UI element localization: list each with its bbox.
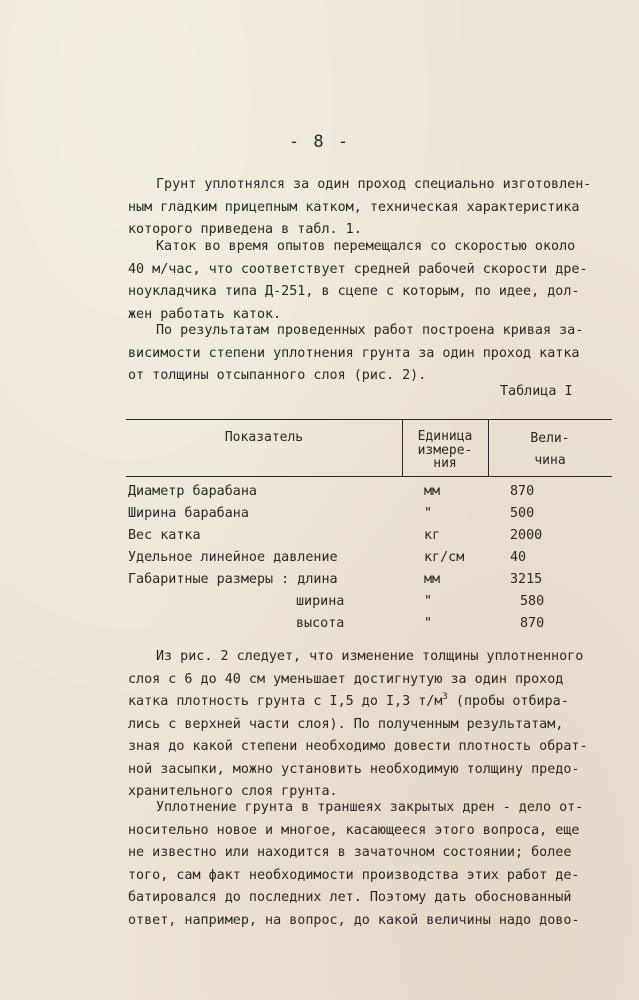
text-line: слоя с 6 до 40 см уменьшает достигнутую за один проход [128, 671, 564, 687]
text-line: того, сам факт необходимости производства этих работ де- [128, 867, 580, 883]
text-segment: сь с верхней части слоя). По полученным результатам, [144, 716, 564, 732]
text-segment: (пробы отбира- [447, 694, 569, 709]
paragraph-1 [128, 174, 613, 242]
text-line: которого приведена в табл. 1. [128, 222, 362, 237]
row-unit: кг/см [424, 550, 465, 565]
table-row [0, 572, 639, 594]
row-name: ширина [296, 594, 345, 609]
table-label: Таблица I [500, 384, 573, 399]
text-line: ноукладчика типа Д-251, в сцепе с которым, по идее, дол- [128, 284, 580, 299]
text-line: от толщины отсыпанного слоя (рис. 2). [128, 368, 427, 383]
table-row [0, 616, 639, 638]
row-name: Диаметр барабана [128, 484, 257, 499]
page-number: - 8 - [288, 132, 351, 152]
row-unit: " [424, 594, 433, 609]
text-segment: катка плотность грунта с I,5 до I,3 т/м [128, 694, 443, 709]
text-line: Из рис. 2 следует, что изменение толщины уплотненного [156, 649, 584, 664]
row-value: 500 [510, 506, 535, 521]
text-line: Каток во время опытов перемещался со скоростью около [156, 239, 576, 254]
row-name: Габаритные размеры : длина [128, 572, 338, 587]
text-line: ным гладким прицепным катком, техническая характеристика [128, 199, 580, 215]
header-line: измере- [417, 442, 473, 458]
text-line: Уплотнение грунта в траншеях закрытых дрен - дело от- [156, 800, 584, 815]
table-header-value [488, 428, 612, 472]
table-header-unit [402, 430, 488, 471]
superscript: 3 [442, 692, 448, 702]
text-line: носительно новое и многое, касающееся этого вопроса, еще [128, 822, 580, 838]
row-value: 40 [510, 550, 527, 565]
text-line: батировался до последних лет. Поэтому дать обоснованный [128, 890, 572, 905]
header-line: Вели- [530, 431, 570, 446]
row-value: 3215 [510, 572, 543, 587]
table-row [0, 528, 639, 550]
row-unit: мм [424, 484, 441, 499]
header-line: Единица [417, 429, 473, 444]
text-line: висимости степени уплотнения грунта за один проход катка [128, 345, 580, 361]
row-unit: кг [424, 528, 441, 543]
row-value: 580 [520, 594, 545, 609]
row-unit: " [424, 616, 433, 631]
row-value: 870 [520, 616, 545, 631]
header-line: ния [433, 456, 457, 471]
table-top-rule [126, 419, 612, 420]
table-row [0, 484, 639, 506]
table-header-indicator: Показатель [224, 430, 304, 445]
text-line: жен работать каток. [128, 306, 282, 322]
text-line [128, 691, 613, 714]
text-line: хранительного слоя грунта. [128, 784, 338, 799]
text-line: По результатам проведенных работ построена кривая за- [156, 323, 584, 338]
row-name: Ширина барабана [128, 506, 249, 521]
paragraph-2 [128, 236, 613, 326]
table-row [0, 550, 639, 572]
row-value: 870 [510, 484, 535, 499]
text-line: зная до какой степени необходимо довести плотность обрат- [128, 739, 588, 754]
text-segment: ли [128, 716, 145, 732]
paragraph-3 [128, 320, 613, 388]
text-line: ной засыпки, можно установить необходимую толщину предо- [128, 761, 580, 777]
row-name: высота [296, 616, 345, 631]
row-unit: мм [424, 572, 441, 587]
text-line: 40 м/час, что соответствует средней рабочей скорости дре- [128, 261, 588, 277]
text-line [128, 714, 613, 737]
text-line: не известно или находится в зачаточном состоянии; более [128, 845, 572, 860]
paragraph-4 [128, 646, 613, 804]
text-line: Грунт уплотнялся за один проход специально изготовлен- [156, 177, 592, 192]
row-unit: " [424, 506, 433, 521]
row-name: Вес катка [128, 528, 201, 543]
paragraph-5 [128, 797, 613, 932]
row-name: Удельное линейное давление [128, 550, 338, 565]
header-line: чина [534, 453, 566, 468]
table-row [0, 506, 639, 528]
text-line: ответ, например, на вопрос, до какой величины надо дово- [128, 912, 580, 928]
table-row [0, 594, 639, 616]
table-header-rule [126, 476, 612, 477]
row-value: 2000 [510, 528, 543, 543]
